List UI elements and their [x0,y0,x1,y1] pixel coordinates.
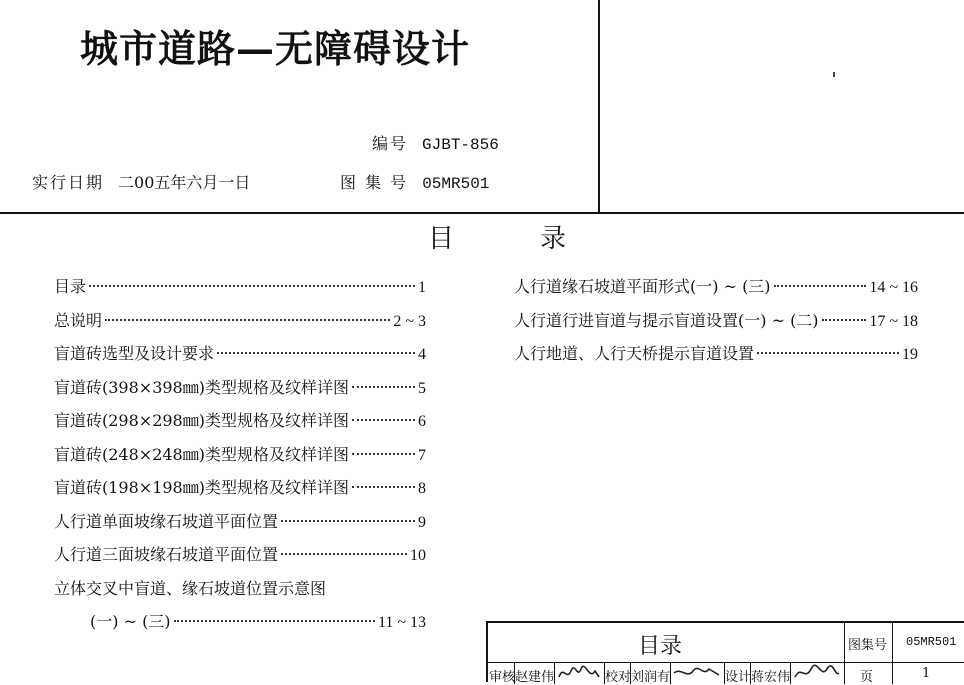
design-label: 设计 [725,670,752,685]
toc-entry[interactable] [54,576,426,610]
header-divider-horizontal [0,212,964,214]
header-divider-vertical [598,0,600,213]
atlas-label: 图 集 号 [340,173,409,192]
toc-left [54,274,426,643]
number-label: 编号 [372,134,409,153]
toc-entry-page: 7 [418,446,426,464]
toc-entry-page: 8 [418,480,426,497]
contents-heading-char-1: 目 [428,224,457,254]
toc-entry-page: 2 ~ 3 [393,312,426,330]
toc-entry-text: 盲道砖(198×198㎜)类型规格及纹样详图 [54,478,349,497]
toc-entry-page: 6 [418,413,426,430]
toc-entry-page: 5 [418,379,426,397]
date-value: 二00五年六月一日 [118,173,251,192]
review-signature [555,663,603,683]
toc-entry[interactable] [514,341,918,375]
leader-dots [352,453,415,455]
toc-entry-page: 19 [902,346,918,363]
design-name: 蒋宏伟 [751,670,791,685]
toc-entry[interactable] [54,542,426,576]
document-title: 城市道路—无障碍设计 [80,26,471,71]
toc-entry[interactable] [54,308,426,342]
toc-entry-text: 人行道单面坡缘石坡道平面位置 [54,511,279,531]
toc-entry-text: 总说明 [54,310,103,330]
title-block-col-divider [892,623,893,684]
atlas-value: 05MR501 [422,175,490,193]
toc-entry-text: 立体交叉中盲道、缘石坡道位置示意图 [54,578,327,598]
toc-entry-text: 盲道砖选型及设计要求 [54,344,215,363]
toc-entry[interactable] [54,475,426,509]
toc-entry-page: 17 ~ 18 [869,312,918,330]
leader-dots [105,319,390,321]
toc-entry-page: 1 [418,279,426,296]
contents-heading-char-2: 录 [540,224,569,254]
check-name: 刘润有 [631,670,671,685]
leader-dots [89,285,415,287]
leader-dots [352,486,415,488]
check-label: 校对 [605,670,632,685]
toc-entry[interactable] [514,274,918,308]
page-value: 1 [922,666,931,681]
toc-entry-text: (一) ~ (三) [90,612,171,631]
toc-entry-page: 14 ~ 16 [869,279,918,296]
sheet-title: 目录 [638,634,683,659]
leader-dots [281,553,407,555]
toc-right [514,274,918,375]
review-name: 赵建伟 [515,670,555,685]
toc-entry-text: 盲道砖(298×298㎜)类型规格及纹样详图 [54,411,349,430]
leader-dots [352,419,415,421]
number-value: GJBT-856 [422,136,499,154]
leader-dots [281,520,415,522]
toc-entry[interactable] [54,408,426,442]
review-label: 审核 [489,670,516,685]
toc-entry[interactable] [54,509,426,543]
number-row [372,131,499,154]
toc-entry-text: 盲道砖(398×398㎜)类型规格及纹样详图 [54,377,349,397]
toc-entry-text: 人行道行进盲道与提示盲道设置(一) ~ (二) [514,310,819,330]
check-signature [671,663,723,683]
scan-speck [833,72,835,77]
design-signature [791,663,843,683]
leader-dots [757,352,899,354]
toc-entry-text: 人行道缘石坡道平面形式(一) ~ (三) [514,277,771,296]
leader-dots [217,352,415,354]
date-label: 实行日期 [32,173,105,192]
toc-entry-text: 人行地道、人行天桥提示盲道设置 [514,344,755,363]
contents-heading [428,218,568,255]
toc-entry-page: 11 ~ 13 [377,614,426,631]
toc-entry[interactable] [54,609,426,643]
toc-entry[interactable] [54,274,426,308]
toc-entry[interactable] [54,341,426,375]
title-block-col-divider [844,623,845,684]
atlas-no-value: 05MR501 [906,635,957,649]
toc-entry-page: 10 [410,547,426,564]
toc-entry-page: 4 [418,346,426,363]
title-block [486,621,964,685]
toc-entry-page: 9 [418,513,426,531]
toc-entry[interactable] [54,442,426,476]
toc-entry[interactable] [514,308,918,342]
toc-entry-text: 盲道砖(248×248㎜)类型规格及纹样详图 [54,444,349,464]
leader-dots [174,620,375,622]
leader-dots [352,386,415,388]
toc-entry-text: 人行道三面坡缘石坡道平面位置 [54,545,279,564]
toc-entry-text: 目录 [54,277,87,296]
atlas-row [340,170,489,193]
page-label: 页 [860,670,874,685]
leader-dots [822,319,867,321]
atlas-no-label: 图集号 [848,638,888,653]
toc-entry[interactable] [54,375,426,409]
leader-dots [774,285,867,287]
date-row [32,170,250,193]
